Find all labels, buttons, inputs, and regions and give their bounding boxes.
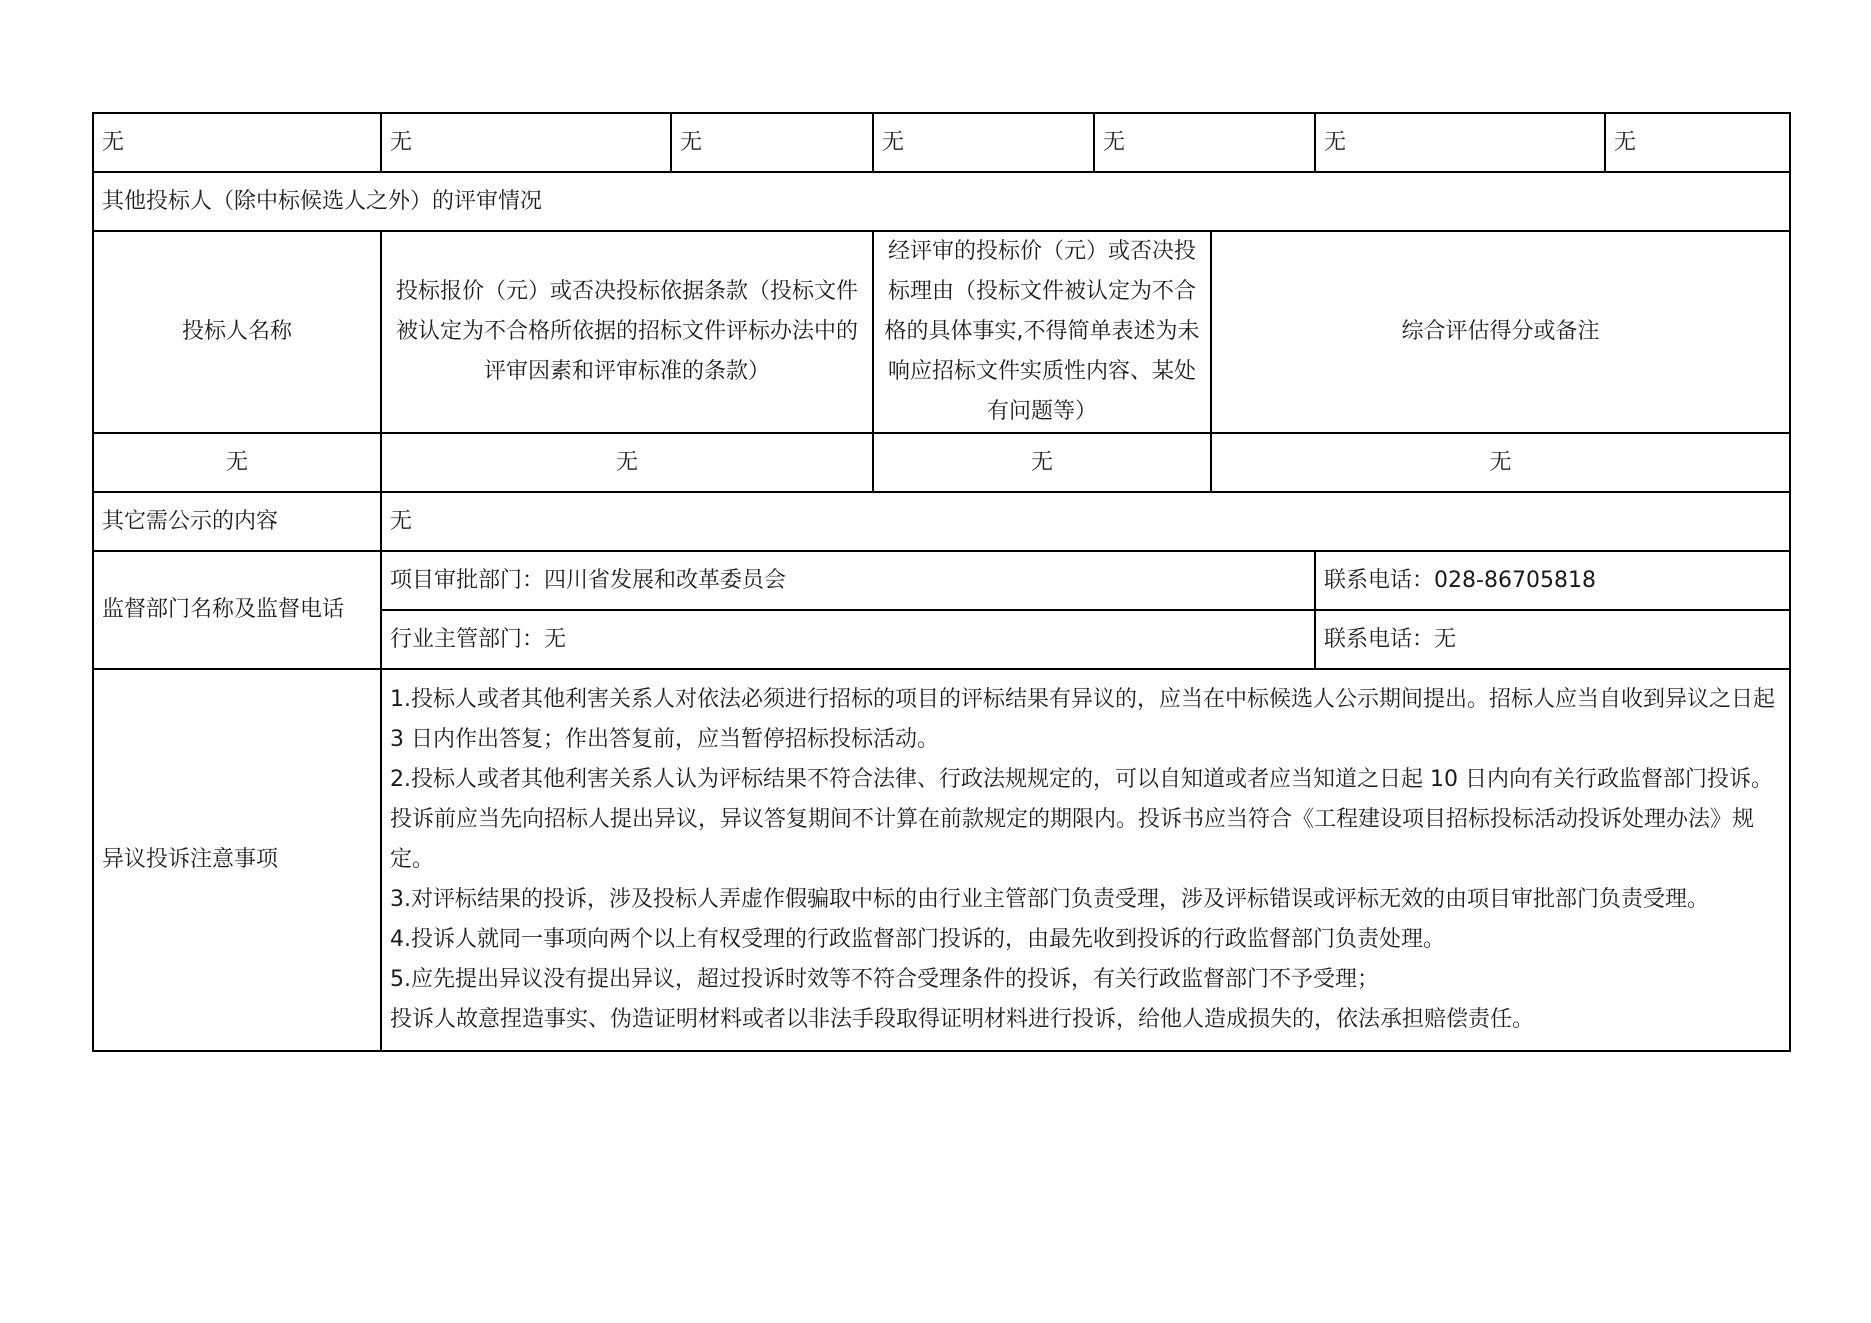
header-evaluated-price: 经评审的投标价（元）或否决投标理由（投标文件被认定为不合格的具体事实,不得简单表述为未响应招标文件实质性内容、某处有问题等） (873, 231, 1211, 433)
table-cell: 无 (381, 433, 873, 492)
objection-item: 2.投标人或者其他利害关系人认为评标结果不符合法律、行政法规规定的，可以自知道或者应当知道之日起 10 日内向有关行政监督部门投诉。投诉前应当先向招标人提出异议，异议答复期间不计算在前款规定的期限内。投诉书应当符合《工程建设项目招标投标活动投诉处理办法》规定。 (390, 767, 1773, 872)
other-content-row (93, 492, 1790, 551)
header-bidder-name: 投标人名称 (93, 231, 381, 433)
bid-result-table (92, 112, 1791, 1052)
objection-item: 5.应先提出异议没有提出异议，超过投诉时效等不符合受理条件的投诉，有关行政监督部门不予受理； (390, 967, 1379, 992)
header-bid-price: 投标报价（元）或否决投标依据条款（投标文件被认定为不合格所依据的招标文件评标办法中的评审因素和评审标准的条款） (381, 231, 873, 433)
table-cell: 无 (1605, 113, 1790, 172)
objection-row (93, 669, 1790, 1051)
industry-dept-phone: 联系电话：无 (1315, 610, 1790, 669)
objection-item: 3.对评标结果的投诉，涉及投标人弄虚作假骗取中标的由行业主管部门负责受理，涉及评标错误或评标无效的由项目审批部门负责受理。 (390, 887, 1709, 912)
table-cell: 无 (1315, 113, 1605, 172)
table-cell: 无 (671, 113, 873, 172)
table-row (93, 433, 1790, 492)
table-cell: 无 (873, 433, 1211, 492)
section-title: 其他投标人（除中标候选人之外）的评审情况 (93, 172, 1790, 231)
objection-notes (381, 669, 1790, 1051)
objection-label: 异议投诉注意事项 (93, 669, 381, 1051)
approval-dept: 项目审批部门：四川省发展和改革委员会 (381, 551, 1315, 610)
table-cell: 无 (93, 433, 381, 492)
objection-item: 投诉人故意捏造事实、伪造证明材料或者以非法手段取得证明材料进行投诉，给他人造成损失的，依法承担赔偿责任。 (390, 1007, 1535, 1032)
objection-item: 1.投标人或者其他利害关系人对依法必须进行招标的项目的评标结果有异议的，应当在中标候选人公示期间提出。招标人应当自收到异议之日起 3 日内作出答复；作出答复前，应当暂停招标投标活动。 (390, 687, 1775, 752)
supervision-row (93, 551, 1790, 610)
table-cell: 无 (1094, 113, 1315, 172)
supervision-label: 监督部门名称及监督电话 (93, 551, 381, 669)
table-cell: 无 (873, 113, 1094, 172)
table-cell: 无 (381, 113, 671, 172)
approval-dept-phone: 联系电话：028-86705818 (1315, 551, 1790, 610)
table-row (93, 113, 1790, 172)
industry-dept: 行业主管部门：无 (381, 610, 1315, 669)
table-cell: 无 (1211, 433, 1790, 492)
header-score-remark: 综合评估得分或备注 (1211, 231, 1790, 433)
table-header-row (93, 231, 1790, 433)
section-title-row (93, 172, 1790, 231)
other-content-label: 其它需公示的内容 (93, 492, 381, 551)
document-page (92, 112, 1789, 1052)
other-content-value: 无 (381, 492, 1790, 551)
objection-item: 4.投诉人就同一事项向两个以上有权受理的行政监督部门投诉的，由最先收到投诉的行政监督部门负责处理。 (390, 927, 1445, 952)
table-cell: 无 (93, 113, 381, 172)
